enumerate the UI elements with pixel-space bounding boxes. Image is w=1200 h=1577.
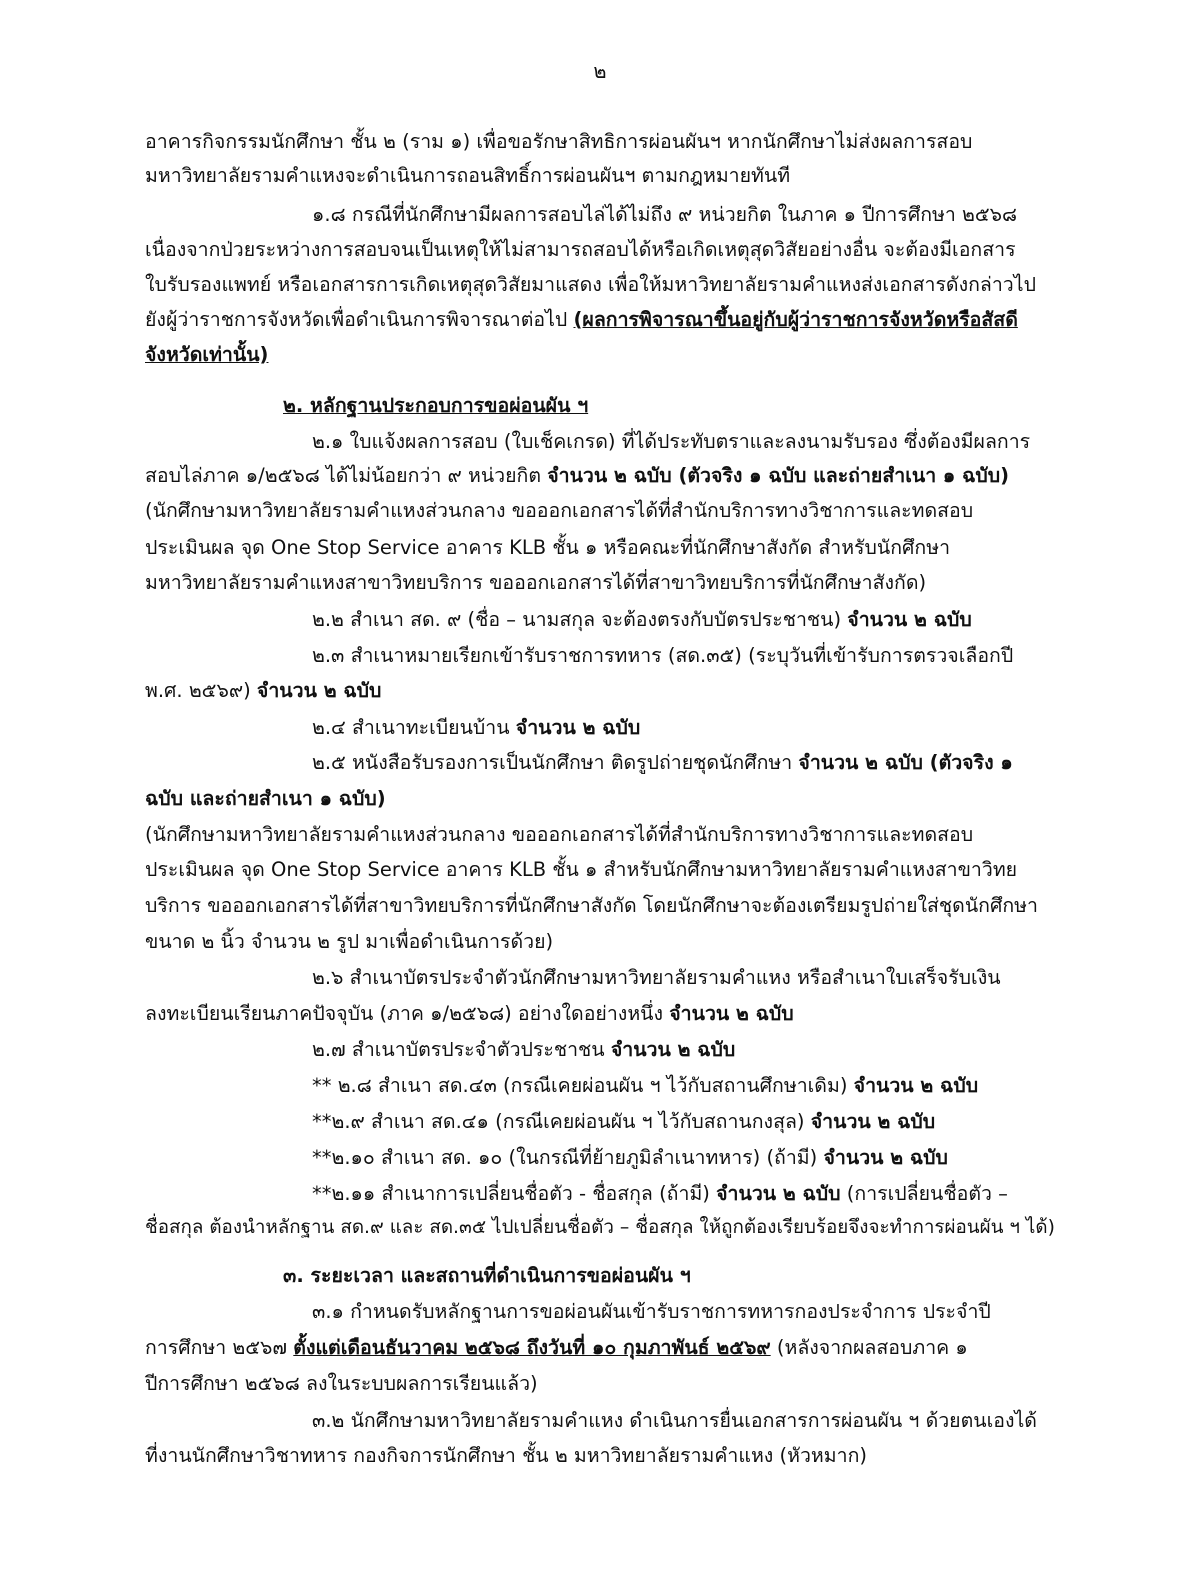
paragraph-line: พ.ศ. ๒๕๖๙) จำนวน ๒ ฉบับ xyxy=(145,679,382,702)
clause-1-8: ๑.๘ กรณีที่นักศึกษามีผลการสอบไล่ได้ไม่ถึง ๙ หน่วยกิต ในภาค ๑ ปีการศึกษา ๒๕๖๘ xyxy=(312,203,1018,226)
paragraph-line xyxy=(145,345,268,365)
clause-2-6: ๒.๖ สำเนาบัตรประจำตัวนักศึกษามหาวิทยาลัยรามคำแหง หรือสำเนาใบเสร็จรับเงิน xyxy=(312,966,1001,989)
clause-2-1: ๒.๑ ใบแจ้งผลการสอบ (ใบเช็คเกรด) ที่ได้ประทับตราและลงนามรับรอง ซึ่งต้องมีผลการ xyxy=(312,430,1031,453)
clause-3-2: ๓.๒ นักศึกษามหาวิทยาลัยรามคำแหง ดำเนินการยื่นเอกสารการผ่อนผัน ฯ ด้วยตนเองได้ xyxy=(312,1409,1037,1432)
paragraph-line: ที่งานนักศึกษาวิชาทหาร กองกิจการนักศึกษา ชั้น ๒ มหาวิทยาลัยรามคำแหง (หัวหมาก) xyxy=(145,1444,867,1467)
section-2-heading: ๒. หลักฐานประกอบการขอผ่อนผัน ฯ xyxy=(283,394,589,417)
page-number: ๒ xyxy=(593,59,607,83)
paragraph-line: ปีการศึกษา ๒๕๖๘ ลงในระบบผลการเรียนแล้ว) xyxy=(145,1372,538,1395)
paragraph-line: มหาวิทยาลัยรามคำแหงจะดำเนินการถอนสิทธิ์การผ่อนผันฯ ตามกฎหมายทันที xyxy=(145,164,791,187)
paragraph-line: ยังผู้ว่าราชการจังหวัดเพื่อดำเนินการพิจารณาต่อไป (ผลการพิจารณาขึ้นอยู่กับผู้ว่าราชการจังหวัดหรือสัสดี xyxy=(145,308,1018,331)
clause-2-11: **๒.๑๑ สำเนาการเปลี่ยนชื่อตัว - ชื่อสกุล (ถ้ามี) จำนวน ๒ ฉบับ (การเปลี่ยนชื่อตัว – xyxy=(312,1182,1008,1205)
clause-2-8: ** ๒.๘ สำเนา สด.๔๓ (กรณีเคยผ่อนผัน ฯ ไว้กับสถานศึกษาเดิม) จำนวน ๒ ฉบับ xyxy=(312,1074,979,1097)
underlined-note: จังหวัดเท่านั้น) xyxy=(145,343,269,366)
clause-3-1: ๓.๑ กำหนดรับหลักฐานการขอผ่อนผันเข้ารับราชการทหารกองประจำการ ประจำปี xyxy=(312,1300,991,1323)
paragraph-line: ฉบับ และถ่ายสำเนา ๑ ฉบับ) xyxy=(145,787,386,810)
underlined-note: (ผลการพิจารณาขึ้นอยู่กับผู้ว่าราชการจังหวัดหรือสัสดี xyxy=(573,308,1018,331)
paragraph-line: เนื่องจากป่วยระหว่างการสอบจนเป็นเหตุให้ไม่สามารถสอบได้หรือเกิดเหตุสุดวิสัยอย่างอื่น จะต้องมีเอกสาร xyxy=(145,238,1016,261)
paragraph-line: ลงทะเบียนเรียนภาคปัจจุบัน (ภาค ๑/๒๕๖๘) อย่างใดอย่างหนึ่ง จำนวน ๒ ฉบับ xyxy=(145,1002,794,1025)
clause-2-3: ๒.๓ สำเนาหมายเรียกเข้ารับราชการทหาร (สด.๓๕) (ระบุวันที่เข้ารับการตรวจเลือกปี xyxy=(312,644,1014,667)
deadline-period: ตั้งแต่เดือนธันวาคม ๒๕๖๘ ถึงวันที่ ๑๐ กุมภาพันธ์ ๒๕๖๙ xyxy=(293,1336,771,1359)
paragraph-line: อาคารกิจกรรมนักศึกษา ชั้น ๒ (ราม ๑) เพื่อขอรักษาสิทธิการผ่อนผันฯ หากนักศึกษาไม่ส่งผลการสอบ xyxy=(145,130,973,153)
paragraph-line: (นักศึกษามหาวิทยาลัยรามคำแหงส่วนกลาง ขอออกเอกสารได้ที่สำนักบริการทางวิชาการและทดสอบ xyxy=(145,823,974,846)
paragraph-line: สอบไล่ภาค ๑/๒๕๖๘ ได้ไม่น้อยกว่า ๙ หน่วยกิต จำนวน ๒ ฉบับ (ตัวจริง ๑ ฉบับ และถ่ายสำเนา ๑ ฉบับ) xyxy=(145,464,1010,487)
paragraph-line: การศึกษา ๒๕๖๗ ตั้งแต่เดือนธันวาคม ๒๕๖๘ ถึงวันที่ ๑๐ กุมภาพันธ์ ๒๕๖๙ (หลังจากผลสอบภาค ๑ xyxy=(145,1336,968,1359)
section-3-heading: ๓. ระยะเวลา และสถานที่ดำเนินการขอผ่อนผัน ฯ xyxy=(283,1264,691,1287)
paragraph-line: บริการ ขอออกเอกสารได้ที่สาขาวิทยบริการที่นักศึกษาสังกัด โดยนักศึกษาจะต้องเตรียมรูปถ่ายใส่ชุดนักศึกษา xyxy=(145,894,1038,917)
clause-2-10: **๒.๑๐ สำเนา สด. ๑๐ (ในกรณีที่ย้ายภูมิลำเนาทหาร) (ถ้ามี) จำนวน ๒ ฉบับ xyxy=(312,1146,948,1169)
paragraph-line: มหาวิทยาลัยรามคำแหงสาขาวิทยบริการ ขอออกเอกสารได้ที่สาขาวิทยบริการที่นักศึกษาสังกัด) xyxy=(145,571,927,594)
paragraph-line: ขนาด ๒ นิ้ว จำนวน ๒ รูป มาเพื่อดำเนินการด้วย) xyxy=(145,930,554,953)
clause-2-2: ๒.๒ สำเนา สด. ๙ (ชื่อ – นามสกุล จะต้องตรงกับบัตรประชาชน) จำนวน ๒ ฉบับ xyxy=(312,608,972,631)
paragraph-line: ประเมินผล จุด One Stop Service อาคาร KLB ชั้น ๑ สำหรับนักศึกษามหาวิทยาลัยรามคำแหงสาขาวิทย xyxy=(145,858,1018,881)
paragraph-line: ประเมินผล จุด One Stop Service อาคาร KLB ชั้น ๑ หรือคณะที่นักศึกษาสังกัด สำหรับนักศึกษา xyxy=(145,536,951,559)
clause-2-5: ๒.๕ หนังสือรับรองการเป็นนักศึกษา ติดรูปถ่ายชุดนักศึกษา จำนวน ๒ ฉบับ (ตัวจริง ๑ xyxy=(312,751,1013,774)
clause-2-7: ๒.๗ สำเนาบัตรประจำตัวประชาชน จำนวน ๒ ฉบับ xyxy=(312,1038,736,1061)
paragraph-line: (นักศึกษามหาวิทยาลัยรามคำแหงส่วนกลาง ขอออกเอกสารได้ที่สำนักบริการทางวิชาการและทดสอบ xyxy=(145,499,974,522)
clause-2-4: ๒.๔ สำเนาทะเบียนบ้าน จำนวน ๒ ฉบับ xyxy=(312,716,641,739)
clause-2-9: **๒.๙ สำเนา สด.๔๑ (กรณีเคยผ่อนผัน ฯ ไว้กับสถานกงสุล) จำนวน ๒ ฉบับ xyxy=(312,1110,936,1133)
paragraph-line: ใบรับรองแพทย์ หรือเอกสารการเกิดเหตุสุดวิสัยมาแสดง เพื่อให้มหาวิทยาลัยรามคำแหงส่งเอกสารดังกล่าวไป xyxy=(145,273,1036,296)
paragraph-line: ชื่อสกุล ต้องนำหลักฐาน สด.๙ และ สด.๓๕ ไปเปลี่ยนชื่อตัว – ชื่อสกุล ให้ถูกต้องเรียบร้อยจึงจะทำการผ่อนผัน ฯ ได้) xyxy=(145,1217,1055,1238)
